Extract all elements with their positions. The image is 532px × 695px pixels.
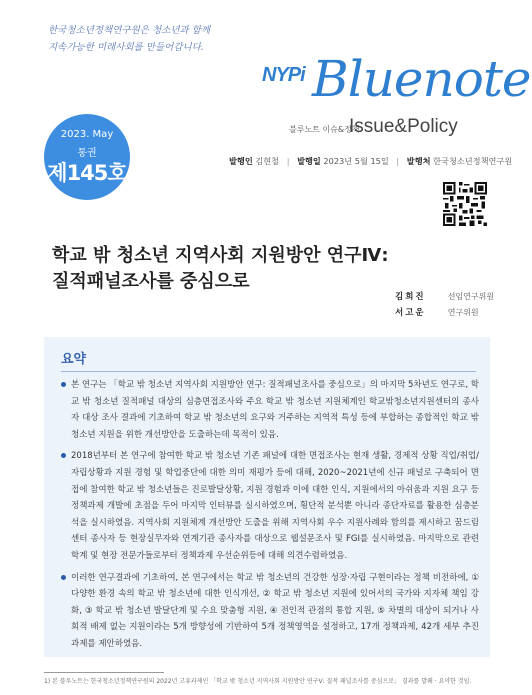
issue-date: 2023. May (60, 129, 114, 140)
slogan-line-2: 지속가능한 미래사회를 만들어갑니다. (48, 42, 204, 53)
org-label: 발행처 (406, 156, 431, 166)
publish-date: 2023년 5월 15일 (323, 156, 389, 166)
publication-info (229, 156, 512, 167)
bullet-icon (61, 382, 66, 387)
bluenote-logo (262, 50, 531, 120)
summary-text: 본 연구는 「학교 밖 청소년 지역사회 지원방안 연구: 질적패널조사를 중심으로」의 마지막 5차년도 연구로, 학교 밖 청소년 질적패널 대상의 심층면접조사와 주요 학교 밖 청소년 지원체계인 학교밖청소년지원센터의 종사자 대상 조사 결과에 기초하여 학교 밖 청소년의 요구와 거주하는 지역적 특성 등에 부합하는 종합적인 학교 밖 청소년 지원을 위한 개선방안을 도출하는데 목적이 있음. (71, 380, 479, 440)
bullet-icon (61, 453, 66, 458)
issue-number: 제145호 (47, 161, 127, 185)
title-line-2: 질적패널조사를 중심으로 (52, 271, 250, 292)
report-title (52, 243, 389, 295)
divider: | (396, 156, 400, 166)
slogan (48, 22, 210, 56)
summary-text: 이러한 연구결과에 기초하여, 본 연구에서는 학교 밖 청소년의 건강한 성장·자립 구현이라는 정책 비전하에, ① 다양한 환경 속의 학교 밖 청소년에 대한 인식개선, ② 학교 밖 청소년 지원에 있어서의 국가와 지자체 책임 강화, ③ 학교 밖 청소년 발달단계 및 수요 맞춤형 지원, ④ 전인적 관점의 통합 지원, ⑤ 차별의 대상이 되거나 사회적 배제 없는 지원이라는 5개 방향성에 기반하여 5개 정책영역을 설정하고, 17개 정책과제, 42개 세부 추진과제를 제안하였음. (71, 572, 479, 649)
summary-item (61, 570, 479, 653)
issue-type: 통권 (77, 148, 97, 159)
summary-item (61, 448, 479, 564)
issue-policy-label: Issue&Policy (349, 116, 458, 137)
qr-code-icon[interactable] (443, 182, 487, 226)
summary-heading: 요약 (61, 352, 87, 367)
author-name: 김희진 (395, 292, 426, 302)
summary-item (61, 377, 479, 443)
summary-box (44, 337, 490, 657)
summary-list (61, 377, 479, 658)
nypi-logo: NYPi (262, 64, 305, 86)
publisher-name: 김현철 (255, 156, 280, 166)
author-row (395, 305, 494, 321)
author-row (395, 289, 494, 305)
author-role: 선임연구위원 (447, 292, 495, 301)
publisher-label: 발행인 (229, 156, 253, 166)
publisher-org: 한국청소년정책연구원 (433, 156, 513, 166)
series-label: 블루노트 이슈&정책 (289, 125, 360, 134)
footnote-divider (44, 672, 164, 673)
authors (395, 289, 494, 321)
summary-text: 2018년부터 본 연구에 참여한 학교 밖 청소년 기존 패널에 대한 면접조사는 현재 생활, 경제적 상황 직업/취업/자립상황과 지원 경험 및 학업중단에 대한 의미 재평가 등에 대해, 2020~2021년에 신규 패널로 구축되어 면접에 참여한 학교 밖 청소년들은 진로발달상황, 지원 경험과 이에 대한 인식, 지원에서의 아쉬움과 지원 요구 등 정책과제 개발에 초점을 두어 마지막 인터뷰를 실시하였으며, 횡단적 분석뿐 아니라 종단자료를 활용한 심층분석을 실시하였음. 지역사회 지원체계 개선방안 도출을 위해 지역사회 우수 지원사례와 함의를 제시하고 꿈드림센터 종사자 등 현장실무자와 연계기관 종사자를 대상으로 웹설문조사 및 FGI를 실시하였음. 마지막으로 관련 학계 및 현장 전문가들로부터 정책과제 우선순위등에 대해 의견수렴하였음. (71, 451, 479, 561)
divider: | (286, 156, 290, 166)
title-line-1: 학교 밖 청소년 지역사회 지원방안 연구Ⅳ: (52, 245, 389, 266)
bullet-icon (61, 575, 66, 580)
issue-badge (44, 114, 130, 200)
date-label: 발행일 (297, 156, 321, 166)
slogan-line-1: 한국청소년정책연구원은 청소년과 함께 (48, 25, 211, 36)
summary-divider (61, 371, 476, 372)
author-role: 연구위원 (447, 308, 479, 317)
bluenote-wordmark: Bluenote (312, 50, 531, 108)
author-name: 서고운 (395, 308, 426, 318)
footnote: 1) 본 블루노트는 한국청소년정책연구원의 2022년 고유과제인 「학교 밖 청소년 지역사회 지원방안 연구Ⅴ: 질적 패널조사를 중심으로」 결과를 발췌 · 요약한 것임. (44, 678, 472, 685)
